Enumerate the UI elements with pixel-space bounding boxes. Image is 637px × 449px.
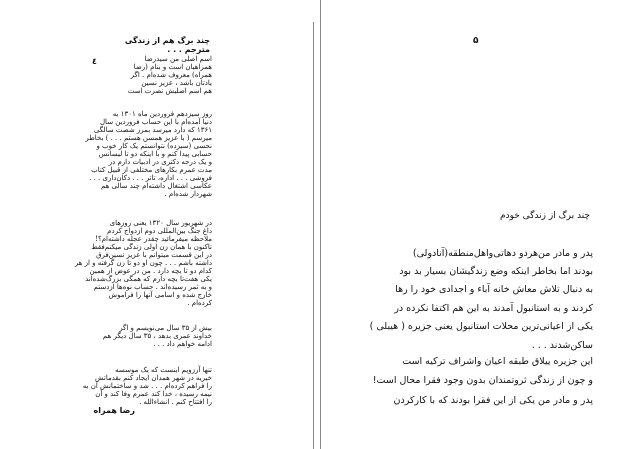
article-title: چند برگ هم از زندگی: [124, 36, 210, 45]
left-text-line: و یک درجه دکتری در ادبیات دارم در: [108, 158, 212, 166]
chapter-heading: چند برگ از زندگی خودم: [500, 211, 590, 221]
left-text-line: روز سیزدهم فروردین ماه ۱۳۰۱ به: [112, 110, 212, 118]
left-text-line: تنها آرزویم اینست که یک موسسه: [115, 366, 212, 374]
left-text-line: داغ جنگ بین‌المللی دوم ازدواج کردم: [107, 227, 212, 235]
right-text-line: یکی از اعیانی‌ترین محلات استانبول یعنی جزیره ( هیبلی ): [369, 321, 593, 332]
left-text-line: شهردار شده‌ام .: [164, 190, 212, 198]
left-text-line: عکاسی اشتغال داشته‌ام چند سالی هم: [100, 182, 212, 190]
left-text-line: را افتتاح کنم . انشاءالله .: [139, 398, 212, 406]
left-text-line: خداوند عمری بدهد ، ۳۵ سال دیگر هم: [102, 332, 212, 340]
left-text-line: نحسی (سیزده) نتوانستم یک کار خوب و: [96, 142, 212, 150]
gutter-line-left: [313, 22, 314, 449]
left-text-line: کرده‌ام .: [187, 299, 212, 307]
article-subtitle: مترجم . . .: [167, 45, 210, 54]
left-text-line: خارج شده و اسامی آنها را فراموش: [108, 291, 212, 299]
left-text-line: کدام دو تا بچه دارد . من در عوض از همین: [89, 267, 212, 275]
left-text-line: همراه) معروف شده‌ام . اگر: [130, 71, 212, 79]
margin-note: ٤: [92, 57, 97, 66]
left-text-line: داشته باشم . . . چون او دو تا زن گرفته و از هر: [74, 259, 212, 267]
author-signature: رضا همراه: [93, 406, 135, 415]
left-text-line: تاکنون با همان زن اولی زندگی میکنم‌فقط: [91, 243, 212, 251]
right-text-line: پدر و مادر من یکی از این فقرا بودند که با کارکردن: [393, 395, 593, 406]
left-text-line: مدت عمرم بکارهای مختلفی از قبیل کتاب: [91, 166, 212, 174]
left-text-line: یکی هفت‌تا بچه دارم که همگی بزرگ‌شده‌اند: [85, 275, 212, 283]
left-text-line: اسم اصلی من سیدرضا: [144, 55, 212, 63]
right-text-line: به دنبال تلاش معاش خانه آباء و اجدادی خود را رها: [395, 284, 593, 295]
right-text-line: ساکن‌شدند . . .: [531, 340, 593, 351]
left-text-line: همراهیان است و بنام (رضا: [133, 63, 212, 71]
left-text-line: یادتان باشد ، عزیز نسین: [141, 79, 212, 87]
left-text-line: در این قسمت میتوانم با عزیز نسین‌فرق: [96, 251, 212, 259]
right-text-line: این جزیره ییلاق طبقه اعیان واشراف ترکیه است: [402, 356, 593, 367]
left-text-line: را فراهم کرده‌ام . . . شد و ساختمانش آن به: [82, 382, 212, 390]
left-text-line: ادامه خواهم داد . . .: [153, 340, 212, 348]
left-text-line: فروشی . . . اداره، تاتر . . . دکان‌داری . . .: [89, 174, 212, 182]
left-text-line: دنیا آمده‌ام با این حساب فروردین سال: [99, 118, 212, 126]
left-text-line: و به ثمر رسیده‌اند . حساب نوه‌ها ازدستم: [93, 283, 212, 291]
left-text-line: در شهریور سال ۱۳۲۰ یعنی روزهای: [109, 219, 212, 227]
left-text-line: میرسم ( با عزیز همسن هستم . . . ) بخاطر: [85, 134, 212, 142]
right-text-line: بودند اما بخاطر اینکه وضع زندگیشان بسیار بد بود: [399, 266, 593, 277]
left-text-line: حسابی پیدا کنم و با اینکه دو تا لیسانس: [98, 150, 212, 158]
left-text-line: هم اسم اصلیش نصرت است: [127, 87, 212, 95]
left-text-line: ۱۳۶۱ که دارد میرسد بمرز شصت سالگی: [93, 126, 212, 134]
right-text-line: پدر و مادر من‌هردو دهاتی‌واهل‌منطقه(آنادولی): [412, 248, 593, 259]
page-number: ۵: [473, 36, 479, 46]
left-page: [0, 0, 318, 449]
left-text-line: بیش از ۳۵ سال می‌نویسم و اگر: [119, 324, 212, 332]
left-text-line: خیریه در شهر همدان ایجاد کنم بقدماتش: [95, 374, 212, 382]
left-text-line: نیمه رسیده ، خدا کند عمرم وفا کند و آن: [95, 390, 212, 398]
left-text-line: ملاحظه میفرمائید چقدر عجله داشته‌ام؟!: [95, 235, 212, 243]
right-text-line: و چون از زندگی ثروتمندان بدون وجود فقرا محال است!: [372, 375, 593, 386]
right-text-line: کردند و به استانبول آمدند به این هم اکتفا نکرده در: [394, 303, 593, 314]
